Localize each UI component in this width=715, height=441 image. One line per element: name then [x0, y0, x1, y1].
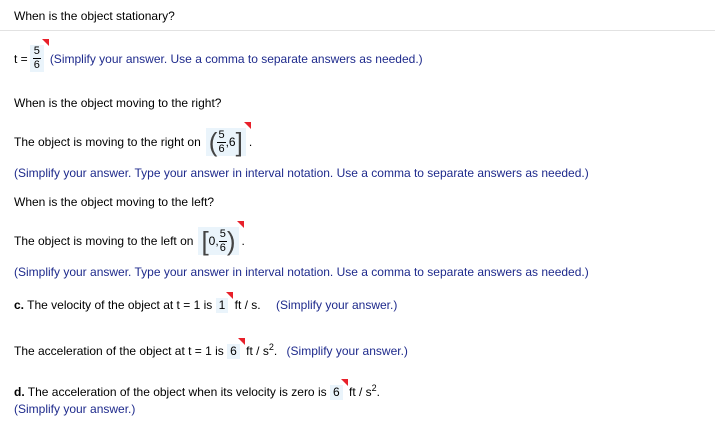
left-interval-field[interactable]: [198, 227, 238, 255]
right-hint: (Simplify your answer. Type your answer in interval notation. Use a comma to separate answers as needed.): [14, 166, 589, 180]
left-label: The object is moving to the left on: [14, 234, 194, 248]
numerator: 5: [33, 45, 40, 57]
velocity-unit: ft / s.: [234, 298, 261, 312]
left-interval-row: [14, 227, 245, 255]
stationary-hint: (Simplify your answer. Use a comma to separate answers as needed.): [49, 51, 423, 66]
numerator: 5: [219, 227, 226, 240]
period: .: [248, 135, 253, 149]
part-d-label: d.: [14, 385, 25, 399]
comma: ,: [215, 234, 219, 248]
velocity-row: [14, 298, 397, 313]
period: .: [241, 234, 245, 248]
t-equals-label: t =: [14, 51, 28, 66]
acceleration-row: [14, 342, 408, 359]
close-bracket: ]: [235, 127, 243, 157]
part-c-label: c.: [14, 298, 25, 312]
velocity-label: The velocity of the object at t = 1 is: [27, 298, 213, 312]
unit-text: ft / s: [348, 385, 372, 399]
part-d-unit: [349, 385, 380, 399]
velocity-value: 1: [218, 298, 226, 312]
answer-stationary-row: [14, 45, 423, 72]
denominator: 6: [33, 59, 40, 71]
incorrect-flag-icon: [244, 122, 251, 129]
fraction: [219, 229, 227, 254]
incorrect-flag-icon: [238, 338, 245, 345]
close-paren: ): [226, 226, 236, 256]
left-hint: (Simplify your answer. Type your answer in interval notation. Use a comma to separate answers as needed.): [14, 265, 589, 279]
interval-end: 6: [228, 135, 236, 149]
question-stationary: When is the object stationary?: [14, 9, 175, 23]
right-label: The object is moving to the right on: [14, 135, 201, 149]
right-interval-field[interactable]: [206, 128, 246, 156]
unit-exponent: 2: [371, 383, 377, 393]
part-d-text: The acceleration of the object when its velocity is zero is: [27, 385, 327, 399]
acceleration-value: 6: [230, 344, 237, 358]
acceleration-hint: (Simplify your answer.): [286, 344, 408, 358]
acceleration-label: The acceleration of the object at t = 1 is: [14, 344, 224, 358]
velocity-answer-field[interactable]: [216, 298, 229, 313]
question-right: When is the object moving to the right?: [14, 96, 222, 110]
fraction: [217, 130, 225, 155]
incorrect-flag-icon: [237, 221, 244, 228]
incorrect-flag-icon: [42, 39, 49, 46]
numerator: 5: [218, 128, 225, 141]
part-d-row: [14, 383, 380, 400]
part-d-value: 6: [332, 385, 340, 399]
unit-text: ft / s: [246, 344, 269, 358]
acceleration-unit: [246, 344, 277, 358]
denominator: 6: [218, 142, 225, 155]
open-paren: (: [208, 127, 218, 157]
part-d-answer-field[interactable]: [330, 385, 343, 400]
unit-exponent: 2: [268, 342, 274, 352]
fraction: [33, 46, 41, 71]
interval-start: 0: [208, 234, 216, 248]
part-d-hint: (Simplify your answer.): [14, 402, 136, 416]
question-left: When is the object moving to the left?: [14, 195, 215, 209]
divider: [0, 30, 715, 31]
period: .: [273, 344, 278, 358]
acceleration-answer-field[interactable]: [227, 344, 240, 359]
period: .: [376, 385, 381, 399]
stationary-answer-field[interactable]: [30, 45, 44, 72]
open-bracket: [: [201, 226, 209, 256]
incorrect-flag-icon: [226, 292, 233, 299]
comma: ,: [225, 135, 229, 149]
incorrect-flag-icon: [341, 379, 348, 386]
right-interval-row: [14, 128, 252, 156]
denominator: 6: [219, 241, 226, 254]
velocity-hint: (Simplify your answer.): [275, 298, 398, 312]
